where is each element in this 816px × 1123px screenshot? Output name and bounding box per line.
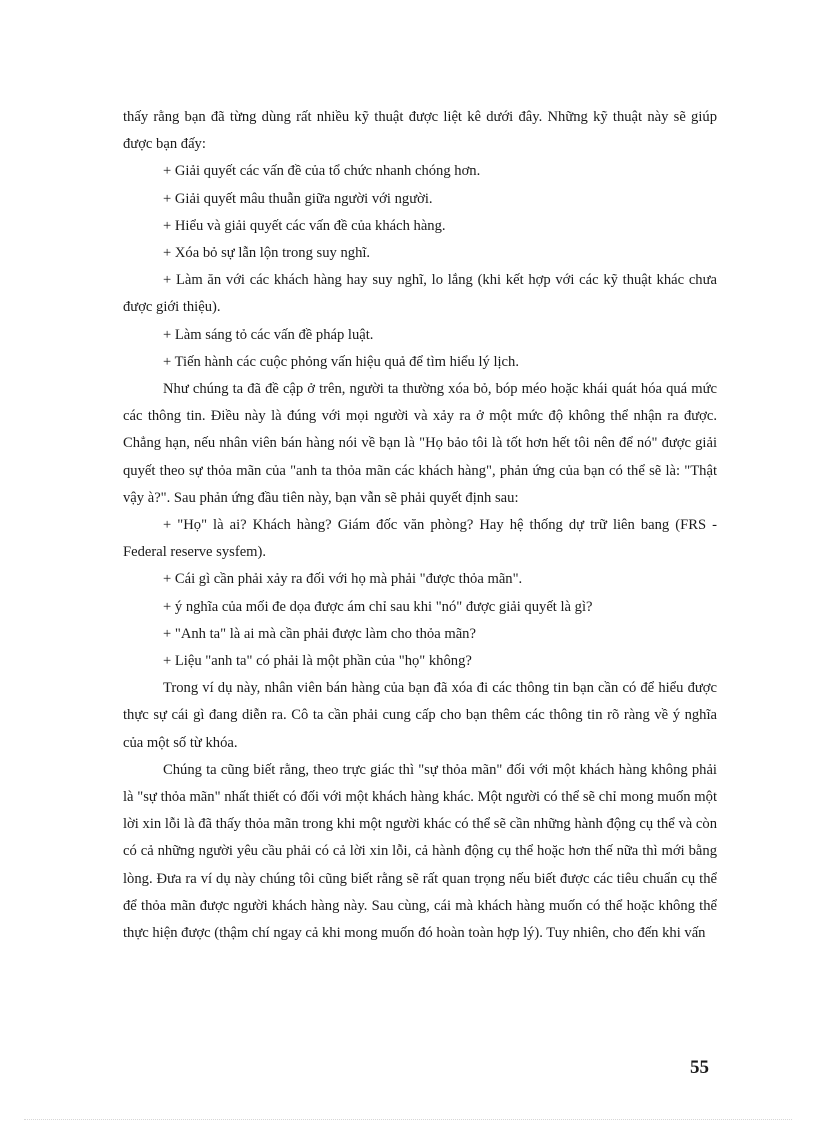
list-item: + Tiến hành các cuộc phỏng vấn hiệu quả để tìm hiểu lý lịch. <box>163 353 519 370</box>
list-item: + ý nghĩa của mối đe dọa được ám chỉ sau khi "nó" được giải quyết là gì? <box>163 598 593 615</box>
list-item: + Giải quyết mâu thuẫn giữa người với người. <box>163 190 433 207</box>
page-number: 55 <box>690 1057 709 1078</box>
page-bottom-divider <box>24 1119 792 1120</box>
list-item: + Xóa bỏ sự lẫn lộn trong suy nghĩ. <box>163 245 371 262</box>
list-item: + "Anh ta" là ai mà cần phải được làm cho thỏa mãn? <box>163 625 476 642</box>
list-item: + Làm ăn với các khách hàng hay suy nghĩ, lo lắng (khi kết hợp với các kỹ thuật khác chưa được giới thiệu). <box>123 272 717 316</box>
list-item: + "Họ" là ai? Khách hàng? Giám đốc văn phòng? Hay hệ thống dự trữ liên bang (FRS - Federal reserve sysfem). <box>123 517 717 561</box>
body-paragraph: Chúng ta cũng biết rằng, theo trực giác thì "sự thỏa mãn" đối với một khách hàng không phải là "sự thỏa mãn" nhất thiết có đối với một khách hàng khác. Một người có thể sẽ chỉ mong muốn một lời xin lỗi là đã thấy thỏa mãn trong khi một người khác có thể sẽ cần những hành động cụ thể và còn có cả những người yêu cầu phải có cả lời xin lỗi, cả hành động cụ thể hoặc hơn thế nữa thì mới bằng lòng. Đưa ra ví dụ này chúng tôi cũng biết rằng sẽ rất quan trọng nếu biết được các tiêu chuẩn cụ thể để thỏa mãn được người khách hàng này. Sau cùng, cái mà khách hàng muốn có thể hoặc không thể thực hiện được (thậm chí ngay cả khi mong muốn đó hoàn toàn hợp lý). Tuy nhiên, cho đến khi vấn <box>123 761 717 942</box>
list-item: + Làm sáng tỏ các vấn đề pháp luật. <box>163 326 374 343</box>
paragraph-continuation: thấy rằng bạn đã từng dùng rất nhiều kỹ thuật được liệt kê dưới đây. Những kỹ thuật này sẽ giúp được bạn đấy: <box>123 109 717 153</box>
list-item: + Cái gì cần phải xảy ra đối với họ mà phải "được thỏa mãn". <box>163 571 523 588</box>
body-paragraph: Trong ví dụ này, nhân viên bán hàng của bạn đã xóa đi các thông tin bạn cần có để hiểu được thực sự cái gì đang diễn ra. Cô ta cần phải cung cấp cho bạn thêm các thông tin rõ ràng về ý nghĩa của một số từ khóa. <box>123 680 717 751</box>
page-body <box>123 104 717 947</box>
list-item: + Giải quyết các vấn đề của tổ chức nhanh chóng hơn. <box>163 163 481 180</box>
list-item: + Hiểu và giải quyết các vấn đề của khách hàng. <box>163 217 446 234</box>
body-paragraph: Như chúng ta đã đề cập ở trên, người ta thường xóa bỏ, bóp méo hoặc khái quát hóa quá mức các thông tin. Điều này là đúng với mọi người và xảy ra ở một mức độ không thể nhận ra được. Chẳng hạn, nếu nhân viên bán hàng nói về bạn là "Họ bảo tôi là tốt hơn hết tôi nên để nó" được giải quyết theo sự thỏa mãn của "anh ta thỏa mãn các khách hàng", phản ứng của bạn có thể sẽ là: "Thật vậy à?". Sau phản ứng đầu tiên này, bạn vẫn sẽ phải quyết định sau: <box>123 381 717 506</box>
list-item: + Liệu "anh ta" có phải là một phần của "họ" không? <box>163 653 472 670</box>
